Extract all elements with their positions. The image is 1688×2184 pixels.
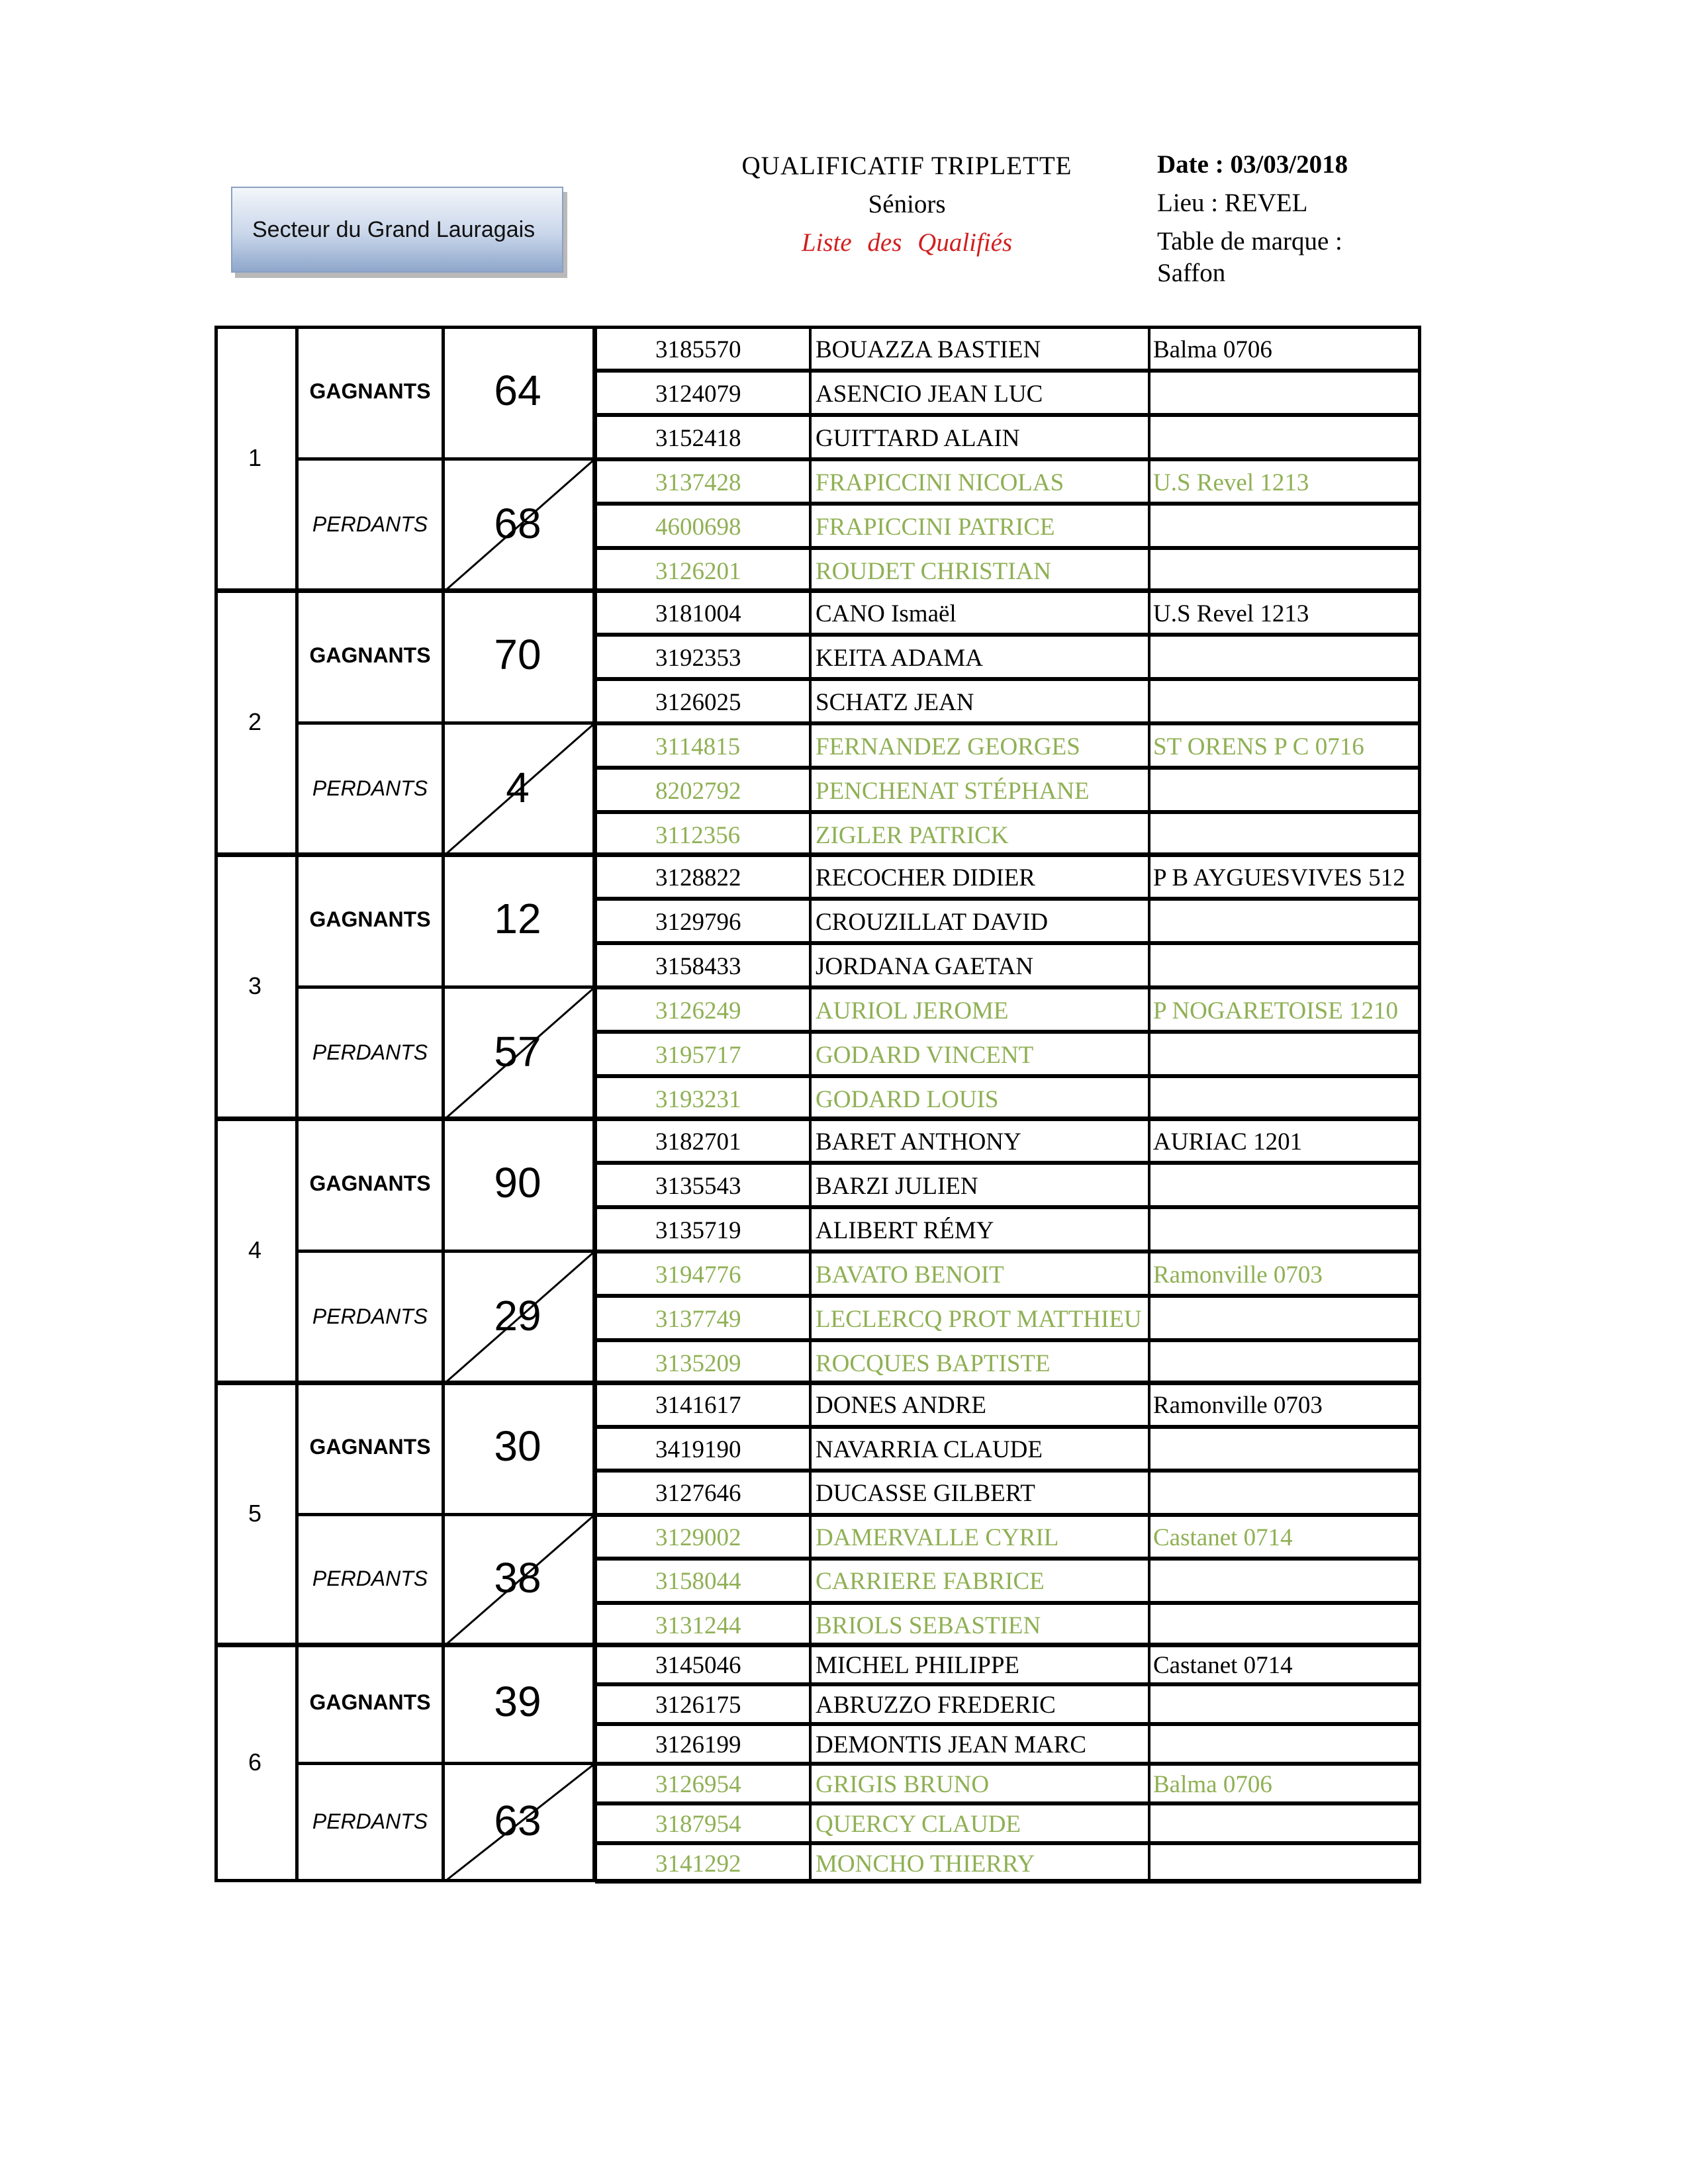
cell-divider: [1148, 814, 1150, 854]
cell-divider: [1148, 1342, 1150, 1383]
cell-divider: [809, 1605, 812, 1645]
cell-divider: [1148, 328, 1150, 369]
player-name: BRIOLS SEBASTIEN: [816, 1612, 1041, 1639]
loser-score: 68: [494, 499, 541, 547]
cell-divider: [809, 1385, 812, 1425]
winners-label: GAGNANTS: [309, 907, 431, 931]
licence-number: 3419190: [655, 1435, 741, 1463]
cell-divider: [1148, 1253, 1150, 1294]
cell-divider: [809, 1473, 812, 1513]
cell-divider: [809, 1517, 812, 1557]
player-name: QUERCY CLAUDE: [816, 1811, 1021, 1838]
loser-row: [595, 1558, 1421, 1604]
cell-divider: [809, 1034, 812, 1074]
licence-number: 3158433: [655, 952, 741, 980]
player-name: BARET ANTHONY: [816, 1128, 1021, 1156]
cell-divider: [1148, 1034, 1150, 1074]
cell-divider: [1148, 1766, 1150, 1801]
group-number: 4: [248, 1236, 262, 1263]
cell-divider: [809, 1726, 812, 1762]
cell-divider: [809, 637, 812, 677]
winner-row: [595, 898, 1421, 944]
licence-number: 3126201: [655, 557, 741, 585]
winner-row: [595, 1470, 1421, 1516]
player-name: GUITTARD ALAIN: [816, 424, 1020, 452]
winner-score: 64: [494, 366, 541, 414]
cell-divider: [1148, 1165, 1150, 1205]
player-rows: [595, 1382, 1421, 1646]
group-number: 6: [248, 1749, 262, 1776]
winner-row: [595, 1644, 1421, 1685]
player-name: ROCQUES BAPTISTE: [816, 1349, 1051, 1377]
player-name: GODARD LOUIS: [816, 1085, 999, 1113]
player-name: CANO Ismaël: [816, 600, 957, 627]
licence-number: 3112356: [655, 821, 741, 849]
cell-divider: [809, 1845, 812, 1881]
club-name: Balma 0706: [1153, 336, 1272, 363]
player-name: BARZI JULIEN: [816, 1172, 978, 1200]
cell-divider: [809, 1078, 812, 1118]
cell-divider: [1148, 637, 1150, 677]
winner-row: [595, 1382, 1421, 1428]
cell-divider: [1148, 1647, 1150, 1682]
loser-row: [595, 1340, 1421, 1385]
player-rows: [595, 326, 1421, 592]
cell-divider: [809, 1298, 812, 1338]
licence-number: 3182701: [655, 1128, 741, 1156]
player-name: ASENCIO JEAN LUC: [816, 380, 1043, 408]
licence-number: 3128822: [655, 864, 741, 891]
licence-number: 3126199: [655, 1731, 741, 1758]
player-rows: [595, 1118, 1421, 1384]
licence-number: 3181004: [655, 600, 741, 627]
loser-row: [595, 459, 1421, 504]
licence-number: 3126249: [655, 997, 741, 1024]
player-name: DONES ANDRE: [816, 1392, 986, 1420]
document-title: QUALIFICATIF TRIPLETTE: [741, 152, 1072, 180]
player-name: DAMERVALLE CYRIL: [816, 1524, 1059, 1551]
cell-divider: [809, 770, 812, 810]
loser-row: [595, 723, 1421, 768]
cell-divider: [1148, 1429, 1150, 1469]
cell-divider: [809, 1209, 812, 1250]
cell-divider: [809, 945, 812, 985]
strike-line: [444, 723, 595, 856]
loser-row: [595, 767, 1421, 813]
licence-number: 3126954: [655, 1771, 741, 1798]
loser-row: [595, 1295, 1421, 1341]
licence-number: 3158044: [655, 1568, 741, 1596]
player-name: ZIGLER PATRICK: [816, 821, 1009, 849]
loser-row: [595, 1251, 1421, 1297]
licence-number: 3126175: [655, 1692, 741, 1719]
player-name: JORDANA GAETAN: [816, 952, 1034, 980]
club-name: P B AYGUESVIVES 512: [1153, 864, 1405, 891]
cell-divider: [809, 417, 812, 457]
cell-divider: [809, 725, 812, 766]
result-group: [214, 326, 1421, 592]
cell-divider: [1148, 1845, 1150, 1881]
club-name: ST ORENS P C 0716: [1153, 733, 1364, 760]
list-subtitle: Liste des Qualifiés: [801, 228, 1013, 257]
player-name: AURIOL JEROME: [816, 997, 1009, 1024]
strike-line: [444, 1514, 595, 1647]
licence-number: 8202792: [655, 777, 741, 805]
losers-label: PERDANTS: [312, 776, 428, 800]
result-group: [214, 590, 1421, 856]
cell-divider: [1148, 506, 1150, 546]
category-subtitle: Séniors: [868, 190, 946, 218]
licence-number: 3141292: [655, 1850, 741, 1878]
player-rows: [595, 1644, 1421, 1882]
club-name: AURIAC 1201: [1153, 1128, 1303, 1156]
licence-number: 3135719: [655, 1216, 741, 1244]
player-rows: [595, 590, 1421, 856]
player-name: LECLERCQ PROT MATTHIEU: [816, 1305, 1142, 1333]
player-name: GODARD VINCENT: [816, 1041, 1034, 1069]
cell-divider: [809, 1686, 812, 1722]
loser-row: [595, 1075, 1421, 1121]
player-name: ABRUZZO FREDERIC: [816, 1692, 1056, 1719]
cell-divider: [1148, 373, 1150, 413]
winners-label: GAGNANTS: [309, 1171, 431, 1195]
player-name: BOUAZZA BASTIEN: [816, 336, 1041, 363]
licence-number: 3114815: [655, 733, 741, 760]
licence-number: 3185570: [655, 336, 741, 363]
cell-divider: [1148, 1605, 1150, 1645]
cell-divider: [1148, 1517, 1150, 1557]
result-group: [214, 1118, 1421, 1384]
player-name: MICHEL PHILIPPE: [816, 1652, 1019, 1679]
loser-row: [595, 1763, 1421, 1804]
loser-score: 38: [494, 1554, 541, 1602]
licence-number: 3194776: [655, 1261, 741, 1289]
loser-score: 29: [494, 1291, 541, 1340]
licence-number: 3126025: [655, 688, 741, 716]
winner-row: [595, 1684, 1421, 1725]
licence-number: 3129002: [655, 1524, 741, 1551]
player-name: KEITA ADAMA: [816, 644, 983, 672]
player-name: FRAPICCINI PATRICE: [816, 513, 1055, 541]
loser-row: [595, 1602, 1421, 1648]
cell-divider: [809, 506, 812, 546]
cell-divider: [809, 461, 812, 502]
losers-label: PERDANTS: [312, 1040, 428, 1064]
cell-divider: [1148, 1726, 1150, 1762]
player-name: SCHATZ JEAN: [816, 688, 974, 716]
score-table-value: Saffon: [1157, 259, 1226, 287]
cell-divider: [1148, 725, 1150, 766]
strike-line: [444, 1251, 595, 1384]
club-name: Castanet 0714: [1153, 1652, 1293, 1679]
winners-label: GAGNANTS: [309, 643, 431, 667]
score-table-label: Table de marque :: [1157, 227, 1342, 255]
group-number: 1: [248, 444, 262, 471]
cell-divider: [809, 814, 812, 854]
player-name: GRIGIS BRUNO: [816, 1771, 990, 1798]
winners-label: GAGNANTS: [309, 1690, 431, 1714]
sector-label: Secteur du Grand Lauragais: [252, 216, 536, 242]
cell-divider: [809, 1165, 812, 1205]
player-name: MONCHO THIERRY: [816, 1850, 1035, 1878]
result-group: [214, 854, 1421, 1120]
licence-number: 3137428: [655, 469, 741, 496]
loser-row: [595, 1031, 1421, 1077]
winner-row: [595, 942, 1421, 988]
cell-divider: [809, 1561, 812, 1601]
club-name: Ramonville 0703: [1153, 1392, 1323, 1420]
loser-row: [595, 503, 1421, 549]
cell-divider: [1148, 681, 1150, 721]
cell-divider: [809, 1120, 812, 1161]
loser-score: 4: [506, 763, 530, 811]
cell-divider: [809, 1253, 812, 1294]
cell-divider: [809, 1429, 812, 1469]
cell-divider: [809, 1805, 812, 1841]
winner-row: [595, 1723, 1421, 1764]
winners-label: GAGNANTS: [309, 1434, 431, 1459]
loser-row: [595, 987, 1421, 1032]
licence-number: 3129796: [655, 908, 741, 936]
club-name: Ramonville 0703: [1153, 1261, 1323, 1289]
cell-divider: [1148, 1686, 1150, 1722]
club-name: P NOGARETOISE 1210: [1153, 997, 1399, 1024]
losers-label: PERDANTS: [312, 1567, 428, 1591]
player-name: FERNANDEZ GEORGES: [816, 733, 1080, 760]
result-group: [214, 1382, 1421, 1646]
licence-number: 3193231: [655, 1085, 741, 1113]
winner-row: [595, 326, 1421, 371]
winner-row: [595, 678, 1421, 724]
winner-row: [595, 854, 1421, 899]
licence-number: 3195717: [655, 1041, 741, 1069]
player-name: NAVARRIA CLAUDE: [816, 1435, 1043, 1463]
cell-divider: [809, 901, 812, 941]
winner-score: 70: [494, 630, 541, 678]
winner-row: [595, 414, 1421, 460]
cell-divider: [809, 373, 812, 413]
winner-row: [595, 1206, 1421, 1252]
cell-divider: [1148, 1209, 1150, 1250]
licence-number: 3152418: [655, 424, 741, 452]
winner-row: [595, 1426, 1421, 1472]
licence-number: 3141617: [655, 1392, 741, 1420]
event-location: Lieu : REVEL: [1157, 189, 1308, 217]
licence-number: 3145046: [655, 1652, 741, 1679]
winner-score: 30: [494, 1422, 541, 1470]
cell-divider: [1148, 592, 1150, 633]
loser-row: [595, 547, 1421, 593]
cell-divider: [1148, 550, 1150, 590]
player-name: DUCASSE GILBERT: [816, 1480, 1035, 1508]
licence-number: 3127646: [655, 1480, 741, 1508]
licence-number: 3131244: [655, 1612, 741, 1639]
player-name: DEMONTIS JEAN MARC: [816, 1731, 1087, 1758]
licence-number: 3137749: [655, 1305, 741, 1333]
cell-divider: [1148, 1298, 1150, 1338]
player-name: CROUZILLAT DAVID: [816, 908, 1049, 936]
cell-divider: [809, 989, 812, 1030]
club-name: U.S Revel 1213: [1153, 469, 1309, 496]
licence-number: 3135209: [655, 1349, 741, 1377]
winner-score: 39: [494, 1678, 541, 1725]
cell-divider: [1148, 856, 1150, 897]
result-group: [214, 1644, 1421, 1882]
cell-divider: [1148, 1385, 1150, 1425]
losers-label: PERDANTS: [312, 1809, 428, 1833]
winner-score: 90: [494, 1158, 541, 1206]
losers-label: PERDANTS: [312, 1304, 428, 1328]
cell-divider: [1148, 945, 1150, 985]
cell-divider: [809, 592, 812, 633]
licence-number: 3124079: [655, 380, 741, 408]
strike-line: [444, 459, 595, 592]
player-name: RECOCHER DIDIER: [816, 864, 1035, 891]
club-name: Castanet 0714: [1153, 1524, 1293, 1551]
licence-number: 3192353: [655, 644, 741, 672]
cell-divider: [1148, 770, 1150, 810]
cell-divider: [809, 681, 812, 721]
licence-number: 4600698: [655, 513, 741, 541]
cell-divider: [1148, 1561, 1150, 1601]
licence-number: 3135543: [655, 1172, 741, 1200]
cell-divider: [809, 1342, 812, 1383]
cell-divider: [1148, 1473, 1150, 1513]
cell-divider: [809, 328, 812, 369]
loser-row: [595, 1514, 1421, 1560]
losers-label: PERDANTS: [312, 512, 428, 536]
strike-line: [444, 987, 595, 1120]
club-name: Balma 0706: [1153, 1771, 1272, 1798]
cell-divider: [1148, 461, 1150, 502]
group-number: 3: [248, 972, 262, 999]
loser-row: [595, 1803, 1421, 1844]
winner-score: 12: [494, 894, 541, 942]
player-name: PENCHENAT STÉPHANE: [816, 777, 1090, 805]
loser-row: [595, 811, 1421, 857]
group-number: 2: [248, 708, 262, 735]
cell-divider: [1148, 1805, 1150, 1841]
sector-banner: [231, 187, 563, 273]
player-name: ALIBERT RÉMY: [816, 1216, 994, 1244]
cell-divider: [1148, 1120, 1150, 1161]
cell-divider: [809, 1766, 812, 1801]
winners-label: GAGNANTS: [309, 379, 431, 403]
cell-divider: [809, 550, 812, 590]
player-rows: [595, 854, 1421, 1120]
player-name: BAVATO BENOIT: [816, 1261, 1004, 1289]
winner-row: [595, 370, 1421, 416]
player-name: CARRIERE FABRICE: [816, 1568, 1045, 1596]
event-date: Date : 03/03/2018: [1157, 150, 1348, 179]
licence-number: 3187954: [655, 1811, 741, 1838]
club-name: U.S Revel 1213: [1153, 600, 1309, 627]
winner-row: [595, 1162, 1421, 1208]
player-name: FRAPICCINI NICOLAS: [816, 469, 1064, 496]
loser-score: 57: [494, 1027, 541, 1075]
winner-row: [595, 634, 1421, 680]
cell-divider: [809, 856, 812, 897]
winner-row: [595, 590, 1421, 635]
player-name: ROUDET CHRISTIAN: [816, 557, 1051, 585]
loser-row: [595, 1843, 1421, 1884]
cell-divider: [1148, 989, 1150, 1030]
cell-divider: [809, 1647, 812, 1682]
cell-divider: [1148, 901, 1150, 941]
cell-divider: [1148, 417, 1150, 457]
group-number: 5: [248, 1499, 262, 1527]
loser-score: 63: [494, 1797, 541, 1844]
cell-divider: [1148, 1078, 1150, 1118]
winner-row: [595, 1118, 1421, 1163]
strike-line: [444, 1763, 595, 1882]
